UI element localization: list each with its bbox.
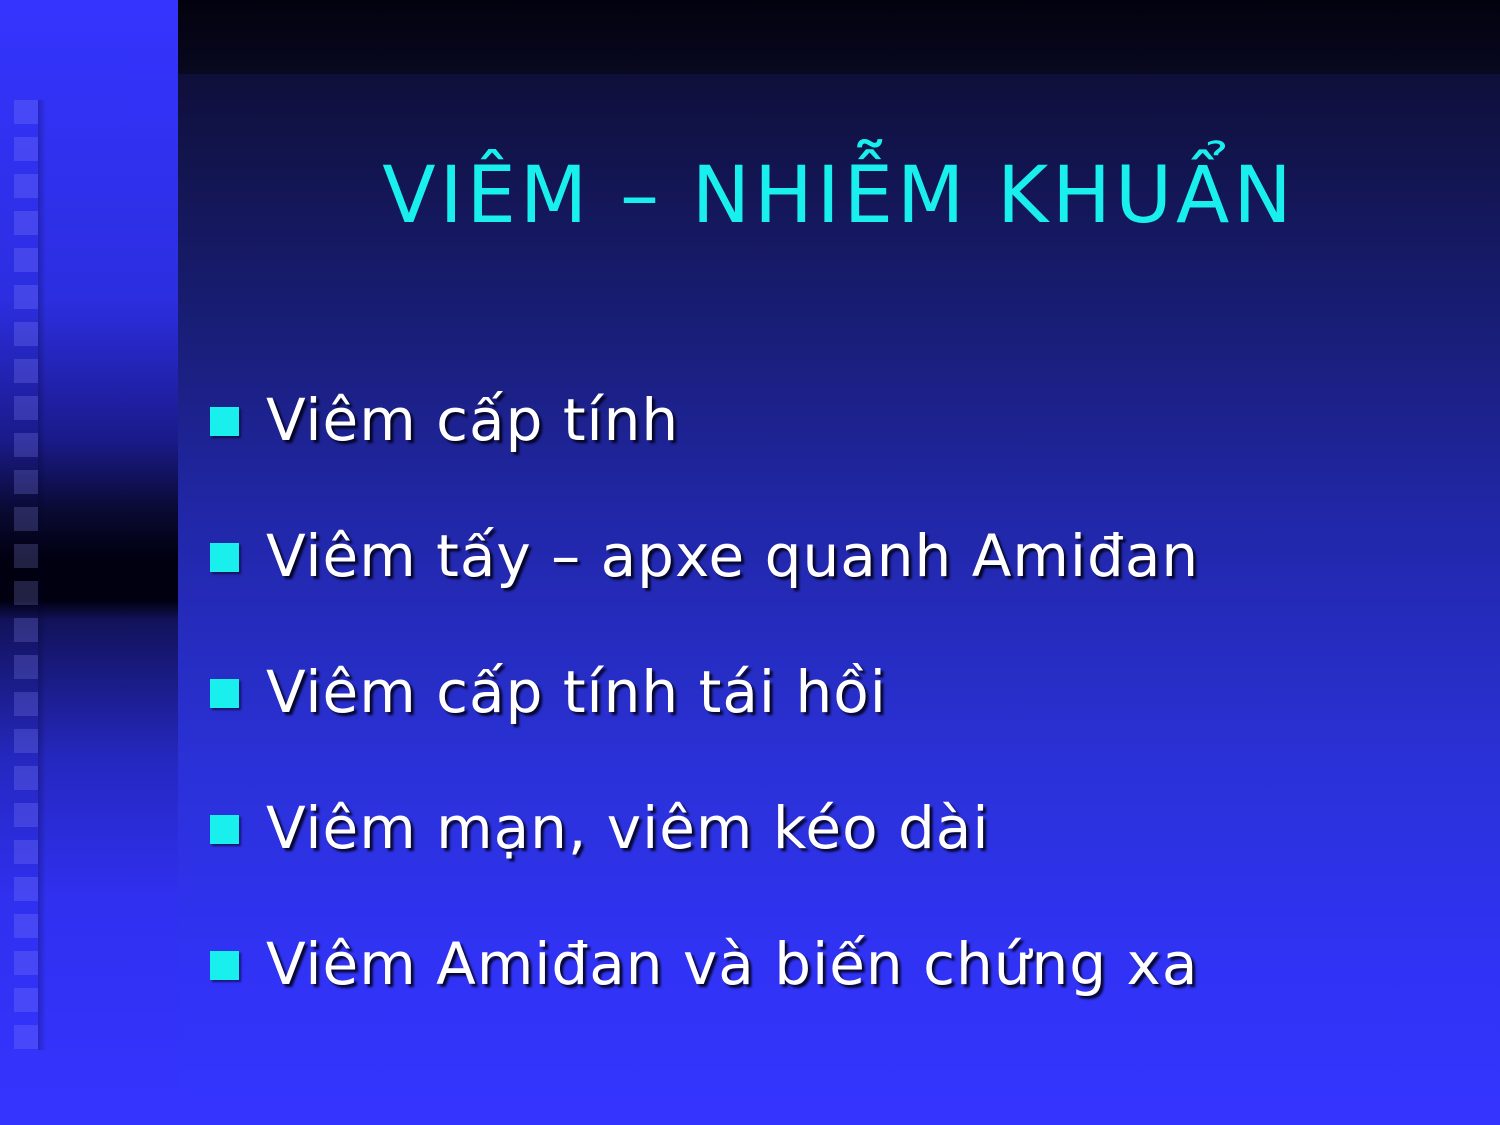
- bullet-text: Viêm cấp tính: [266, 386, 680, 454]
- bullet-item: [210, 516, 1199, 652]
- square-bullet-icon: [210, 543, 239, 572]
- bullet-text: Viêm mạn, viêm kéo dài: [266, 794, 990, 862]
- left-square-pattern: [14, 100, 38, 1050]
- square-bullet-icon: [210, 407, 239, 436]
- square-bullet-icon: [210, 951, 239, 980]
- bullet-list: [210, 380, 1199, 1060]
- bullet-text: Viêm cấp tính tái hồi: [266, 658, 887, 726]
- bullet-item: [210, 380, 1199, 516]
- bullet-text: Viêm Amiđan và biến chứng xa: [266, 930, 1199, 998]
- bullet-item: [210, 924, 1199, 1060]
- square-bullet-icon: [210, 815, 239, 844]
- left-square-shadow: [38, 100, 46, 1050]
- top-band: [178, 0, 1500, 74]
- slide-title: VIÊM – NHIỄM KHUẨN: [382, 151, 1296, 241]
- bullet-item: [210, 652, 1199, 788]
- square-bullet-icon: [210, 679, 239, 708]
- bullet-item: [210, 788, 1199, 924]
- bullet-text: Viêm tấy – apxe quanh Amiđan: [266, 522, 1200, 590]
